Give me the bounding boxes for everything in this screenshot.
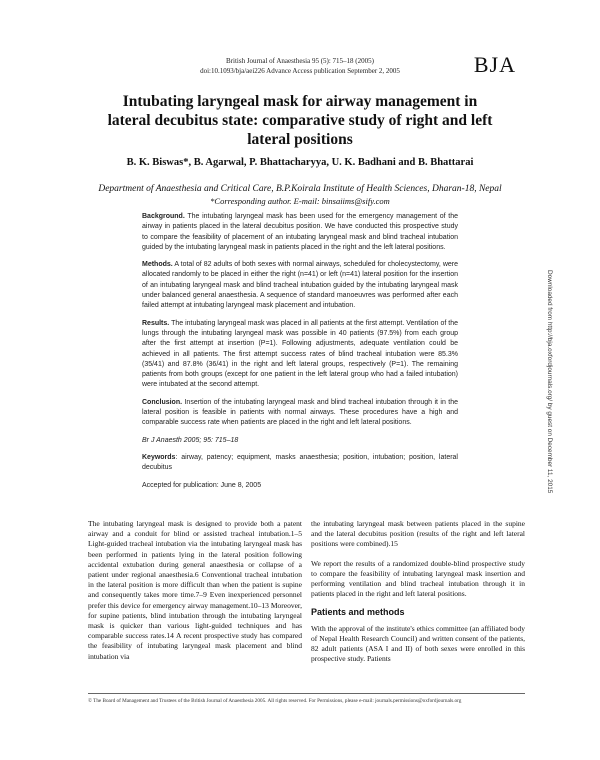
background-text: The intubating laryngeal mask has been used for the emergency management of the airway in patients placed in the lateral decubitus position. We have conducted this prospective study to compare the feasibility of placement of an intubating laryngeal mask and blind tracheal intubation guided by the intubating laryngeal mask in patients placed in the right and the left lateral positions. — [142, 213, 458, 251]
article-title: Intubating laryngeal mask for airway management in lateral decubitus state: comparative study of right and left lateral positions — [107, 93, 493, 148]
abstract-methods — [142, 260, 458, 311]
abstract-citation — [142, 436, 458, 446]
abstract-results — [142, 319, 458, 391]
methods-label: Methods. — [142, 261, 173, 269]
results-text: The intubating laryngeal mask was placed in all patients at the first attempt. Ventilation of the lungs through the intubating laryngeal mask was possible in 40 patients (97.5%) from each group after the first attempt at insertion (P=1). Following adjustments, adequate ventilation could be achieved in all patients. The first attempt success rates of blind tracheal intubation were 85.3% (35/41) and 87.8% (36/41) in the right and left lateral groups, respectively (P=1). The remaining patients from both groups (except for one patient in the left lateral group who had a failed intubation) were intubated at the second attempt. — [142, 319, 458, 389]
bja-logo: BJA — [473, 52, 516, 77]
citation-text: Br J Anaesth 2005; 95: 715–18 — [142, 436, 239, 444]
journal-citation-line: British Journal of Anaesthesia 95 (5): 715–18 (2005) — [226, 57, 374, 65]
conclusion-text: Insertion of the intubating laryngeal mask and blind tracheal intubation through it in the lateral position is feasible in patients with normal airways. These procedures have a high and comparable success rate when patients are placed in the right and left lateral positions. — [142, 398, 458, 427]
results-label: Results. — [142, 319, 170, 327]
methods-paragraph: With the approval of the institute's ethics committee (an affiliated body of Nepal Health Research Council) and written consent of the patients, 82 adult patients (ASA I and II) of both sexes were enrolled in this prospective study. Patients — [311, 623, 525, 664]
intro-paragraph: The intubating laryngeal mask is designed to provide both a patent airway and a conduit for blind or assisted tracheal intubation.1–5 Light-guided tracheal intubation via the intubating laryngeal mask has been performed in patients lying in the lateral position following accidental extubation during general anaesthesia or collapse of a patient under regional anaesthesia.6 Conventional tracheal intubation in the lateral position is more difficult than when the patient is supine and consequently takes more time.7–9 Even inexperienced personnel prefer this device for emergency airway management.10–13 Moreover, for supine patients, blind intubation through the intubating laryngeal mask is quicker than various light-guided techniques and has comparable success rates.14 A recent prospective study has compared the feasibility of intubating laryngeal mask placement and blind intubation via — [88, 519, 302, 661]
methods-text: A total of 82 adults of both sexes with normal airways, scheduled for cholecystectomy, were allocated randomly to be placed in either the right (n=41) or left (n=41) lateral position for the insertion of an intubating laryngeal mask and blind tracheal intubation guided by the intubating laryngeal mask under balanced general anaesthesia. A sequence of standard manoeuvres was performed after each failed attempt at intubating laryngeal mask placement and intubation. — [142, 261, 458, 310]
accepted-date: Accepted for publication: June 8, 2005 — [142, 481, 262, 489]
abstract-background — [142, 212, 458, 253]
copyright-footer: © The Board of Management and Trustees of the British Journal of Anaesthesia 2005. All rights reserved. For Permissions, please e-mail: journals.permissions@oxfordjournals.org — [88, 698, 462, 704]
affiliation: Department of Anaesthesia and Critical Care, B.P.Koirala Institute of Health Sciences, Dharan-18, Nepal — [98, 184, 502, 194]
paragraph-gap — [311, 550, 525, 559]
corresponding-author: *Corresponding author. E-mail: binsaiims@sify.com — [210, 196, 390, 206]
doi-line: doi:10.1093/bja/aei226 Advance Access publication September 2, 2005 — [200, 67, 400, 75]
background-label: Background. — [142, 213, 185, 220]
conclusion-label: Conclusion. — [142, 398, 183, 406]
footer-divider — [88, 693, 525, 694]
keywords-text: : airway, patency; equipment, masks anaesthesia; position, intubation; position, lateral decubitus — [142, 453, 458, 472]
section-heading: Patients and methods — [311, 607, 405, 618]
abstract-conclusion — [142, 398, 458, 429]
abstract — [142, 212, 458, 498]
keywords-label: Keywords — [142, 453, 176, 461]
author-list: B. K. Biswas*, B. Agarwal, P. Bhattacharyya, U. K. Badhani and B. Bhattarai — [126, 157, 474, 168]
intro-paragraph-continued: the intubating laryngeal mask between patients placed in the supine and the lateral decubitus position (results of the right and left lateral positions were combined).15 — [311, 519, 525, 549]
study-aim-paragraph: We report the results of a randomized double-blind prospective study to compare the feasibility of intubating laryngeal mask insertion and performing ventilation and blind tracheal intubation through it in patients placed in the right and left lateral positions. — [311, 558, 525, 599]
download-side-note: Downloaded from http://bja.oxfordjournals.org/ by guest on December 11, 2015 — [546, 270, 553, 494]
keywords — [142, 453, 458, 474]
body-left-column — [88, 519, 302, 662]
body-right-column — [311, 519, 525, 664]
